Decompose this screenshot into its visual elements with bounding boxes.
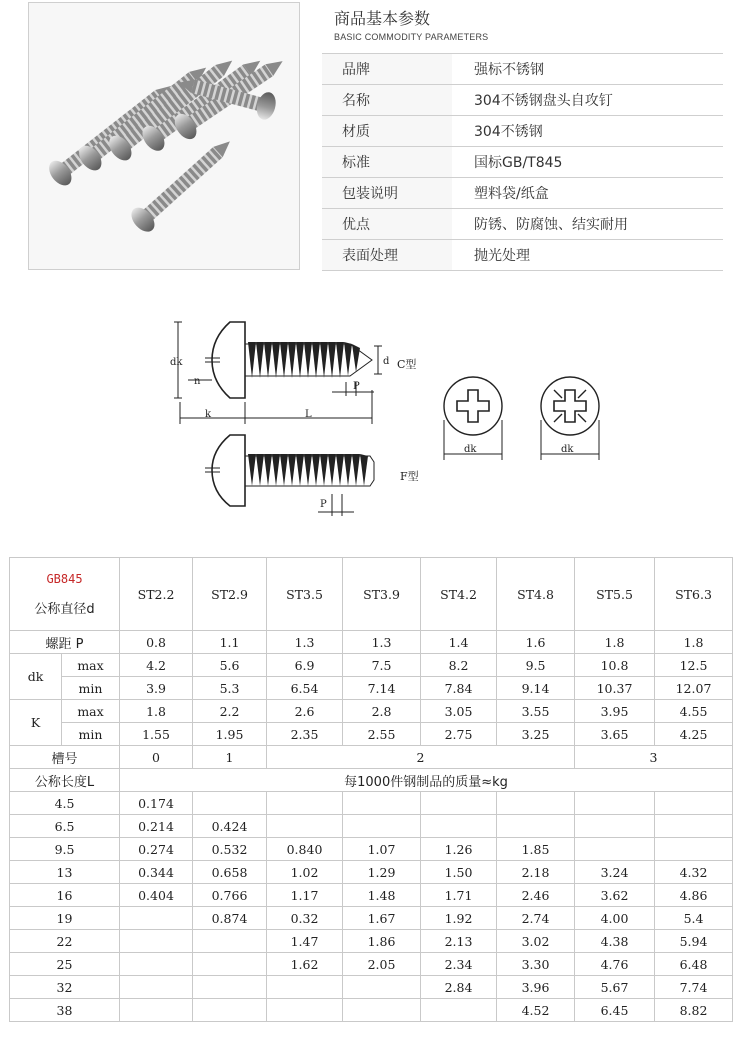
mass-cell: 2.34 bbox=[421, 953, 497, 976]
min-label: min bbox=[62, 677, 120, 700]
mass-cell: 2.18 bbox=[497, 861, 575, 884]
mass-row bbox=[10, 930, 733, 953]
max-label: max bbox=[62, 700, 120, 723]
mass-cell: 8.82 bbox=[655, 999, 733, 1022]
mass-cell bbox=[120, 976, 193, 999]
dk-min-cell: 3.9 bbox=[120, 677, 193, 700]
mass-cell bbox=[120, 999, 193, 1022]
param-row bbox=[322, 178, 723, 209]
mass-cell: 2.13 bbox=[421, 930, 497, 953]
mass-cell bbox=[120, 953, 193, 976]
dk-min-cell: 7.14 bbox=[343, 677, 421, 700]
n-label: n bbox=[194, 376, 201, 387]
pitch-label: 螺距 P bbox=[10, 631, 120, 654]
param-row bbox=[322, 209, 723, 240]
param-value: 304不锈钢盘头自攻钉 bbox=[452, 85, 723, 116]
mass-cell: 0.404 bbox=[120, 884, 193, 907]
k-min-cell: 1.55 bbox=[120, 723, 193, 746]
mass-cell: 1.92 bbox=[421, 907, 497, 930]
mass-cell bbox=[267, 792, 343, 815]
mass-cell: 4.76 bbox=[575, 953, 655, 976]
mass-cell bbox=[267, 815, 343, 838]
k-min-cell: 2.75 bbox=[421, 723, 497, 746]
k-min-cell: 4.25 bbox=[655, 723, 733, 746]
standard-cell bbox=[10, 558, 120, 631]
mass-cell bbox=[655, 838, 733, 861]
mass-cell: 6.48 bbox=[655, 953, 733, 976]
pitch-cell: 1.3 bbox=[343, 631, 421, 654]
length-label: 公称长度L bbox=[10, 769, 120, 792]
length-cell: 4.5 bbox=[10, 792, 120, 815]
length-cell: 6.5 bbox=[10, 815, 120, 838]
slot-cell: 3 bbox=[575, 746, 733, 769]
param-value: 国标GB/T845 bbox=[452, 147, 723, 178]
k-label: k bbox=[205, 409, 212, 420]
pitch-cell: 1.3 bbox=[267, 631, 343, 654]
mass-cell: 4.00 bbox=[575, 907, 655, 930]
param-key: 名称 bbox=[322, 85, 452, 116]
mass-cell: 7.74 bbox=[655, 976, 733, 999]
mass-cell bbox=[267, 976, 343, 999]
k-min-cell: 1.95 bbox=[193, 723, 267, 746]
dk-min-cell: 12.07 bbox=[655, 677, 733, 700]
basic-parameters bbox=[322, 8, 723, 271]
max-label: max bbox=[62, 654, 120, 677]
mass-cell bbox=[497, 792, 575, 815]
k-max-cell: 3.05 bbox=[421, 700, 497, 723]
dk-min-cell: 7.84 bbox=[421, 677, 497, 700]
mass-cell: 0.874 bbox=[193, 907, 267, 930]
slot-cell: 0 bbox=[120, 746, 193, 769]
dk-max-cell: 6.9 bbox=[267, 654, 343, 677]
dk-min-cell: 5.3 bbox=[193, 677, 267, 700]
mass-cell: 1.29 bbox=[343, 861, 421, 884]
mass-cell: 0.344 bbox=[120, 861, 193, 884]
k-min-cell: 2.55 bbox=[343, 723, 421, 746]
params-title: 商品基本参数 bbox=[334, 9, 431, 28]
d-label: d bbox=[383, 356, 390, 367]
mass-row bbox=[10, 861, 733, 884]
mass-row bbox=[10, 907, 733, 930]
size-header: ST4.2 bbox=[421, 558, 497, 631]
dk-min-cell: 6.54 bbox=[267, 677, 343, 700]
f-type-label: F型 bbox=[400, 470, 419, 483]
pitch-cell: 1.8 bbox=[655, 631, 733, 654]
param-key: 标准 bbox=[322, 147, 452, 178]
mass-cell bbox=[421, 792, 497, 815]
dk-max-cell: 8.2 bbox=[421, 654, 497, 677]
param-row bbox=[322, 116, 723, 147]
mass-cell: 6.45 bbox=[575, 999, 655, 1022]
dk-max-cell: 9.5 bbox=[497, 654, 575, 677]
mass-cell: 5.94 bbox=[655, 930, 733, 953]
diameter-label: 公称直径d bbox=[34, 601, 95, 617]
product-photo bbox=[28, 2, 300, 270]
mass-cell: 2.84 bbox=[421, 976, 497, 999]
mass-cell: 0.840 bbox=[267, 838, 343, 861]
param-row bbox=[322, 85, 723, 116]
mass-cell bbox=[267, 999, 343, 1022]
param-row bbox=[322, 240, 723, 271]
params-table bbox=[322, 53, 723, 271]
dk-min-cell: 9.14 bbox=[497, 677, 575, 700]
mass-cell bbox=[343, 815, 421, 838]
slot-label: 槽号 bbox=[10, 746, 120, 769]
mass-cell bbox=[193, 792, 267, 815]
length-cell: 19 bbox=[10, 907, 120, 930]
size-header: ST2.2 bbox=[120, 558, 193, 631]
mass-cell: 0.424 bbox=[193, 815, 267, 838]
param-key: 优点 bbox=[322, 209, 452, 240]
dk-max-row bbox=[10, 654, 733, 677]
f-type-screw-drawing bbox=[205, 435, 374, 516]
param-value: 强标不锈钢 bbox=[452, 54, 723, 85]
mass-cell bbox=[421, 999, 497, 1022]
mass-cell: 0.174 bbox=[120, 792, 193, 815]
param-key: 表面处理 bbox=[322, 240, 452, 271]
mass-cell: 0.274 bbox=[120, 838, 193, 861]
mass-cell: 0.32 bbox=[267, 907, 343, 930]
mass-cell: 4.86 bbox=[655, 884, 733, 907]
dk-label: dk bbox=[170, 357, 183, 368]
mass-cell bbox=[575, 792, 655, 815]
k-max-cell: 2.6 bbox=[267, 700, 343, 723]
size-header: ST2.9 bbox=[193, 558, 267, 631]
technical-drawing bbox=[150, 300, 610, 530]
dk-max-cell: 7.5 bbox=[343, 654, 421, 677]
k-max-cell: 4.55 bbox=[655, 700, 733, 723]
min-label: min bbox=[62, 723, 120, 746]
mass-cell bbox=[120, 930, 193, 953]
mass-cell: 0.766 bbox=[193, 884, 267, 907]
k-label: K bbox=[10, 700, 62, 746]
header-row bbox=[10, 558, 733, 631]
mass-row bbox=[10, 953, 733, 976]
mass-cell: 1.62 bbox=[267, 953, 343, 976]
spec-table bbox=[9, 557, 733, 1022]
mass-cell bbox=[421, 815, 497, 838]
length-cell: 25 bbox=[10, 953, 120, 976]
length-cell: 13 bbox=[10, 861, 120, 884]
mass-cell: 1.85 bbox=[497, 838, 575, 861]
param-value: 防锈、防腐蚀、结实耐用 bbox=[452, 209, 723, 240]
param-key: 材质 bbox=[322, 116, 452, 147]
mass-cell bbox=[343, 999, 421, 1022]
pitch-cell: 0.8 bbox=[120, 631, 193, 654]
mass-row bbox=[10, 999, 733, 1022]
mass-cell: 2.46 bbox=[497, 884, 575, 907]
mass-cell: 1.67 bbox=[343, 907, 421, 930]
mass-cell: 2.74 bbox=[497, 907, 575, 930]
screws-image bbox=[29, 3, 299, 269]
pitch-cell: 1.4 bbox=[421, 631, 497, 654]
mass-cell: 1.48 bbox=[343, 884, 421, 907]
mass-row bbox=[10, 815, 733, 838]
mass-cell bbox=[575, 815, 655, 838]
mass-cell: 3.30 bbox=[497, 953, 575, 976]
param-value: 304不锈钢 bbox=[452, 116, 723, 147]
p-label-c: P bbox=[353, 381, 360, 392]
mass-cell bbox=[193, 976, 267, 999]
pitch-cell: 1.6 bbox=[497, 631, 575, 654]
mass-cell: 1.50 bbox=[421, 861, 497, 884]
k-max-row bbox=[10, 700, 733, 723]
mass-cell bbox=[343, 976, 421, 999]
mass-label: 每1000件钢制品的质量≈kg bbox=[120, 769, 733, 792]
length-cell: 9.5 bbox=[10, 838, 120, 861]
pitch-cell: 1.1 bbox=[193, 631, 267, 654]
mass-cell bbox=[193, 930, 267, 953]
mass-cell: 1.02 bbox=[267, 861, 343, 884]
mass-cell: 3.96 bbox=[497, 976, 575, 999]
pitch-cell: 1.8 bbox=[575, 631, 655, 654]
slot-cell: 1 bbox=[193, 746, 267, 769]
mass-cell bbox=[655, 815, 733, 838]
param-key: 品牌 bbox=[322, 54, 452, 85]
length-cell: 32 bbox=[10, 976, 120, 999]
mass-cell bbox=[575, 838, 655, 861]
mass-cell: 0.532 bbox=[193, 838, 267, 861]
p-label-f: P bbox=[320, 499, 327, 510]
k-min-row bbox=[10, 723, 733, 746]
k-max-cell: 1.8 bbox=[120, 700, 193, 723]
mass-cell bbox=[655, 792, 733, 815]
size-header: ST6.3 bbox=[655, 558, 733, 631]
mass-cell bbox=[343, 792, 421, 815]
size-header: ST3.5 bbox=[267, 558, 343, 631]
slot-cell: 2 bbox=[267, 746, 575, 769]
dk-max-cell: 12.5 bbox=[655, 654, 733, 677]
slot-row bbox=[10, 746, 733, 769]
l-label: L bbox=[305, 409, 312, 420]
mass-cell bbox=[497, 815, 575, 838]
mass-cell: 3.62 bbox=[575, 884, 655, 907]
dk-label: dk bbox=[10, 654, 62, 700]
mass-cell: 1.71 bbox=[421, 884, 497, 907]
k-max-cell: 3.55 bbox=[497, 700, 575, 723]
k-max-cell: 2.8 bbox=[343, 700, 421, 723]
k-min-cell: 3.25 bbox=[497, 723, 575, 746]
dk-label-head2: dk bbox=[561, 444, 574, 455]
mass-cell: 4.38 bbox=[575, 930, 655, 953]
dk-max-cell: 10.8 bbox=[575, 654, 655, 677]
size-header: ST4.8 bbox=[497, 558, 575, 631]
mass-row bbox=[10, 884, 733, 907]
mass-cell bbox=[120, 907, 193, 930]
param-row bbox=[322, 54, 723, 85]
mass-cell: 1.17 bbox=[267, 884, 343, 907]
size-header: ST5.5 bbox=[575, 558, 655, 631]
mass-cell: 5.67 bbox=[575, 976, 655, 999]
standard-label: GB845 bbox=[46, 571, 83, 586]
mass-cell: 1.86 bbox=[343, 930, 421, 953]
size-header: ST3.9 bbox=[343, 558, 421, 631]
c-type-label: C型 bbox=[397, 358, 417, 371]
param-key: 包装说明 bbox=[322, 178, 452, 209]
params-subtitle: BASIC COMMODITY PARAMETERS bbox=[334, 32, 489, 42]
mass-cell: 1.47 bbox=[267, 930, 343, 953]
length-cell: 22 bbox=[10, 930, 120, 953]
mass-cell: 3.02 bbox=[497, 930, 575, 953]
param-value: 抛光处理 bbox=[452, 240, 723, 271]
k-max-cell: 3.95 bbox=[575, 700, 655, 723]
mass-cell bbox=[193, 953, 267, 976]
mass-row bbox=[10, 838, 733, 861]
mass-cell: 1.07 bbox=[343, 838, 421, 861]
param-value: 塑料袋/纸盒 bbox=[452, 178, 723, 209]
mass-cell: 0.214 bbox=[120, 815, 193, 838]
dk-max-cell: 4.2 bbox=[120, 654, 193, 677]
mass-cell: 0.658 bbox=[193, 861, 267, 884]
pitch-row bbox=[10, 631, 733, 654]
dk-label-head1: dk bbox=[464, 444, 477, 455]
mass-cell: 4.32 bbox=[655, 861, 733, 884]
param-row bbox=[322, 147, 723, 178]
mass-row bbox=[10, 792, 733, 815]
mass-cell bbox=[193, 999, 267, 1022]
mass-cell: 1.26 bbox=[421, 838, 497, 861]
length-header-row bbox=[10, 769, 733, 792]
mass-cell: 5.4 bbox=[655, 907, 733, 930]
length-cell: 38 bbox=[10, 999, 120, 1022]
k-max-cell: 2.2 bbox=[193, 700, 267, 723]
dk-min-cell: 10.37 bbox=[575, 677, 655, 700]
mass-row bbox=[10, 976, 733, 999]
mass-cell: 3.24 bbox=[575, 861, 655, 884]
dk-min-row bbox=[10, 677, 733, 700]
dk-max-cell: 5.6 bbox=[193, 654, 267, 677]
mass-cell: 2.05 bbox=[343, 953, 421, 976]
length-cell: 16 bbox=[10, 884, 120, 907]
mass-cell: 4.52 bbox=[497, 999, 575, 1022]
k-min-cell: 3.65 bbox=[575, 723, 655, 746]
k-min-cell: 2.35 bbox=[267, 723, 343, 746]
